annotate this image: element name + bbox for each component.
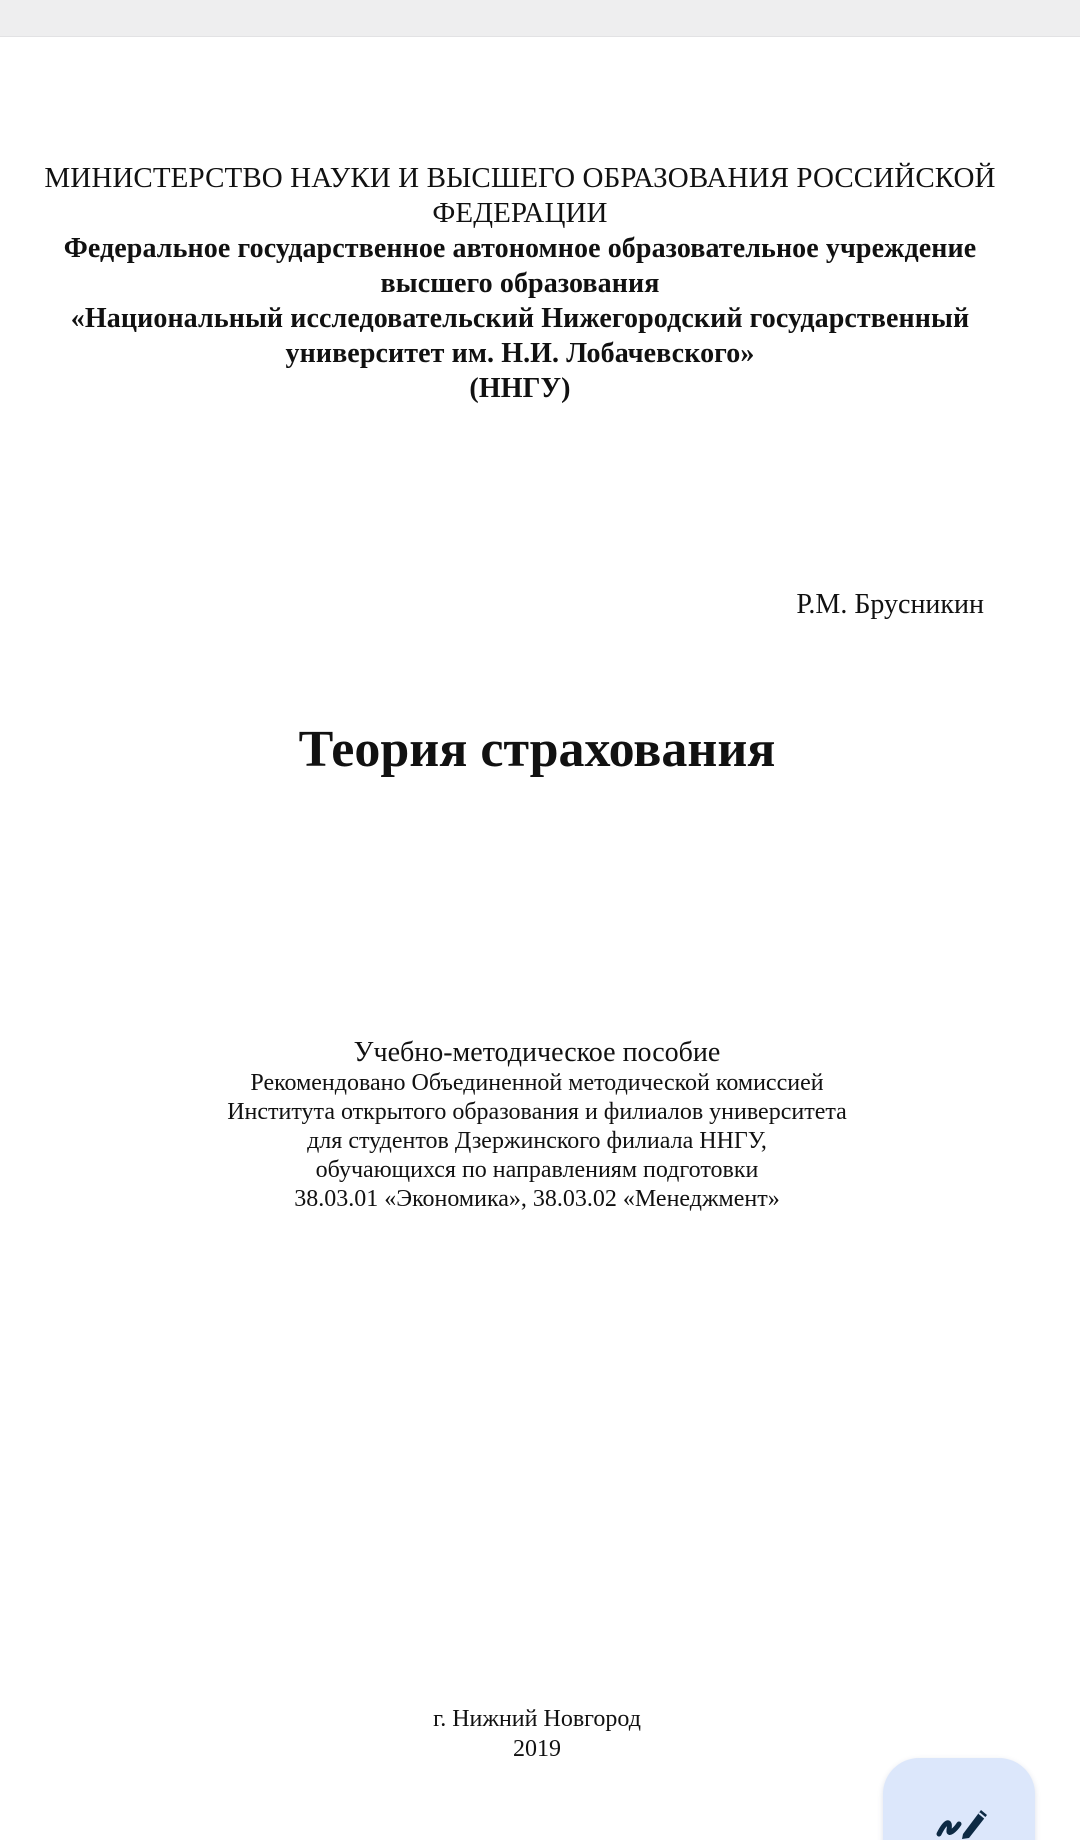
author-name: Р.М. Брусникин [796,589,984,620]
top-toolbar-strip [0,0,1080,37]
document-page[interactable] [0,37,1080,1840]
manual-type: Учебно-методическое пособие [353,1037,721,1068]
edit-pen-icon [935,1800,991,1840]
recommendation-line-3: для студентов Дзержинского филиала ННГУ, [307,1128,767,1154]
ministry-header [0,161,1040,406]
institution-abbreviation: (ННГУ) [469,373,571,404]
ministry-line-1: МИНИСТЕРСТВО НАУКИ И ВЫСШЕГО ОБРАЗОВАНИЯ РОССИЙСКОЙ [44,162,996,194]
document-title: Теория страхования [298,721,776,778]
ministry-line-2: ФЕДЕРАЦИИ [432,197,608,229]
year: 2019 [513,1736,561,1762]
city: г. Нижний Новгород [433,1706,641,1732]
recommendation-line-5: 38.03.01 «Экономика», 38.03.02 «Менеджмент» [294,1186,780,1212]
publication-place [0,1704,1074,1764]
edit-fab-button[interactable] [883,1758,1035,1840]
institution-line-1: Федеральное государственное автономное образовательное учреждение [63,233,977,264]
institution-line-4: университет им. Н.И. Лобачевского» [285,338,755,369]
institution-line-3: «Национальный исследовательский Нижегородский государственный [70,303,970,334]
institution-name [0,231,1040,406]
recommendation-line-1: Рекомендовано Объединенной методической комиссией [250,1070,824,1096]
institution-line-2: высшего образования [380,268,660,299]
recommendation-line-4: обучающихся по направлениям подготовки [315,1157,759,1183]
manual-description [0,1037,1074,1214]
recommendation-line-2: Института открытого образования и филиалов университета [227,1099,847,1125]
